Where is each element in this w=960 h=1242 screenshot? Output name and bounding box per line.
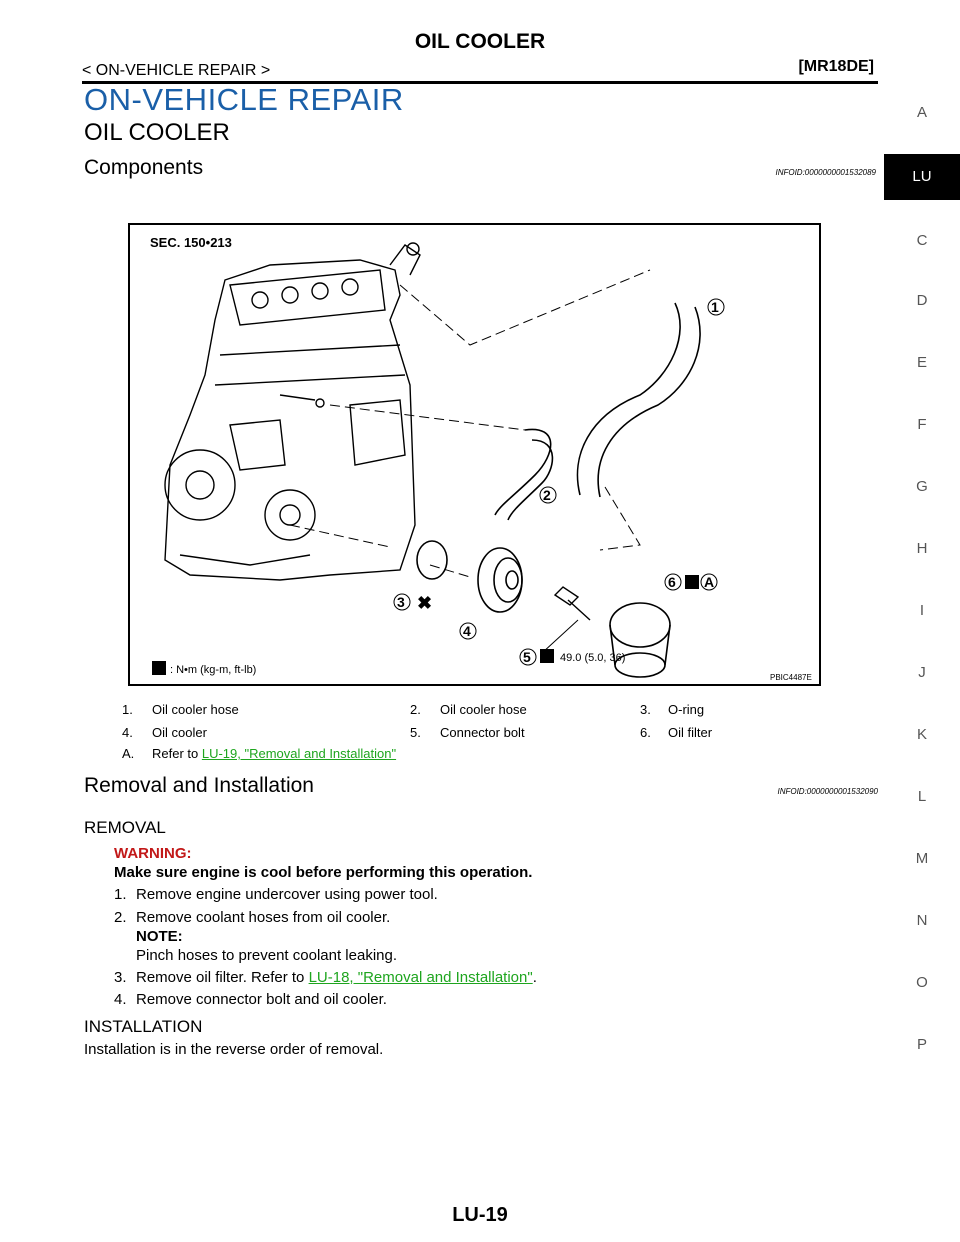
- torque-wrench-icon: [152, 661, 166, 675]
- part-num: 5.: [410, 725, 421, 740]
- oil-cooler-drawing: [478, 548, 522, 612]
- side-tab-f[interactable]: F: [917, 416, 927, 433]
- side-tab-p[interactable]: P: [916, 1036, 927, 1053]
- callout-2: 2: [543, 487, 551, 503]
- removal-heading: REMOVAL: [84, 818, 166, 837]
- oil-filter-drawing: [610, 603, 670, 677]
- part-ref-prefix: Refer to: [152, 746, 202, 761]
- callout-5: 5: [523, 649, 531, 665]
- part-name: Oil filter: [668, 725, 713, 740]
- installation-text: Installation is in the reverse order of removal.: [84, 1041, 384, 1058]
- side-tab-g[interactable]: G: [916, 478, 928, 495]
- side-tab-n[interactable]: N: [916, 912, 928, 929]
- side-tab-a[interactable]: A: [916, 104, 927, 121]
- side-tab-c[interactable]: C: [916, 232, 928, 249]
- warning-text: Make sure engine is cool before performing this operation.: [114, 864, 533, 881]
- part-ref-num: A.: [122, 746, 135, 761]
- side-tab-j[interactable]: J: [918, 664, 926, 681]
- part-num: 2.: [410, 702, 421, 717]
- diagram-leader-lines: [290, 270, 650, 577]
- components-info-id: INFOID:0000000001532089: [775, 168, 876, 177]
- removal-step: 3. Remove oil filter. Refer to LU-18, "Removal and Installation".: [114, 969, 537, 986]
- side-tab-k[interactable]: K: [916, 726, 927, 743]
- side-tab-o[interactable]: O: [916, 974, 928, 991]
- torque-wrench-icon: [685, 575, 699, 589]
- o-ring-drawing: [417, 541, 447, 579]
- callout-3: 3: [397, 594, 405, 610]
- subsection-title: OIL COOLER: [84, 119, 230, 146]
- callout-6: 6: [668, 574, 676, 590]
- side-tab-h[interactable]: H: [916, 540, 928, 557]
- diagram-illustration: [130, 225, 819, 684]
- part-name: Oil cooler: [152, 725, 207, 740]
- part-num: 4.: [122, 725, 133, 740]
- removal-installation-info-id: INFOID:0000000001532090: [777, 787, 878, 796]
- side-tab-m[interactable]: M: [915, 850, 929, 867]
- callout-4: 4: [463, 623, 471, 639]
- part-num: 6.: [640, 725, 651, 740]
- part-name: Oil cooler hose: [440, 702, 527, 717]
- removal-step: 4. Remove connector bolt and oil cooler.: [114, 991, 387, 1008]
- part-name: O-ring: [668, 702, 705, 717]
- callout-a: A: [704, 574, 715, 590]
- page-number: LU-19: [452, 1204, 508, 1226]
- oil-filter-ref-link[interactable]: LU-18, "Removal and Installation": [308, 969, 533, 986]
- callout-1: 1: [711, 299, 719, 315]
- side-tab-l[interactable]: L: [917, 788, 927, 805]
- discard-x-icon: ✖: [417, 593, 433, 613]
- side-tab-i[interactable]: I: [919, 602, 925, 619]
- part-name: Oil cooler hose: [152, 702, 239, 717]
- note-label: NOTE:: [136, 928, 183, 945]
- side-tab-e[interactable]: E: [916, 354, 927, 371]
- side-tab-d[interactable]: D: [916, 292, 928, 309]
- page-header-title: OIL COOLER: [414, 30, 546, 53]
- removal-step: 1. Remove engine undercover using power tool.: [114, 886, 438, 903]
- side-tab-lu[interactable]: LU: [884, 154, 960, 200]
- components-diagram: [128, 223, 821, 686]
- installation-heading: INSTALLATION: [84, 1017, 203, 1036]
- note-text: Pinch hoses to prevent coolant leaking.: [136, 947, 397, 964]
- header-engine-code: [MR18DE]: [798, 58, 874, 75]
- hose-drawing: [495, 303, 700, 520]
- torque-value: 49.0 (5.0, 36): [560, 652, 626, 664]
- part-num: 1.: [122, 702, 133, 717]
- removal-installation-heading: Removal and Installation: [84, 774, 314, 797]
- diagram-sec-label: SEC. 150•213: [150, 235, 232, 250]
- torque-legend: : N•m (kg-m, ft-lb): [170, 664, 257, 676]
- components-heading: Components: [84, 156, 204, 179]
- warning-label: WARNING:: [114, 845, 192, 862]
- torque-wrench-icon: [540, 649, 554, 663]
- header-section-label: < ON-VEHICLE REPAIR >: [82, 62, 271, 79]
- part-name: Connector bolt: [440, 725, 525, 740]
- section-title: ON-VEHICLE REPAIR: [84, 82, 404, 117]
- connector-bolt-drawing: [555, 587, 590, 620]
- part-ref-link[interactable]: LU-19, "Removal and Installation": [201, 746, 397, 761]
- removal-step: 2. Remove coolant hoses from oil cooler.: [114, 909, 391, 926]
- part-num: 3.: [640, 702, 651, 717]
- figure-code: PBIC4487E: [770, 673, 812, 682]
